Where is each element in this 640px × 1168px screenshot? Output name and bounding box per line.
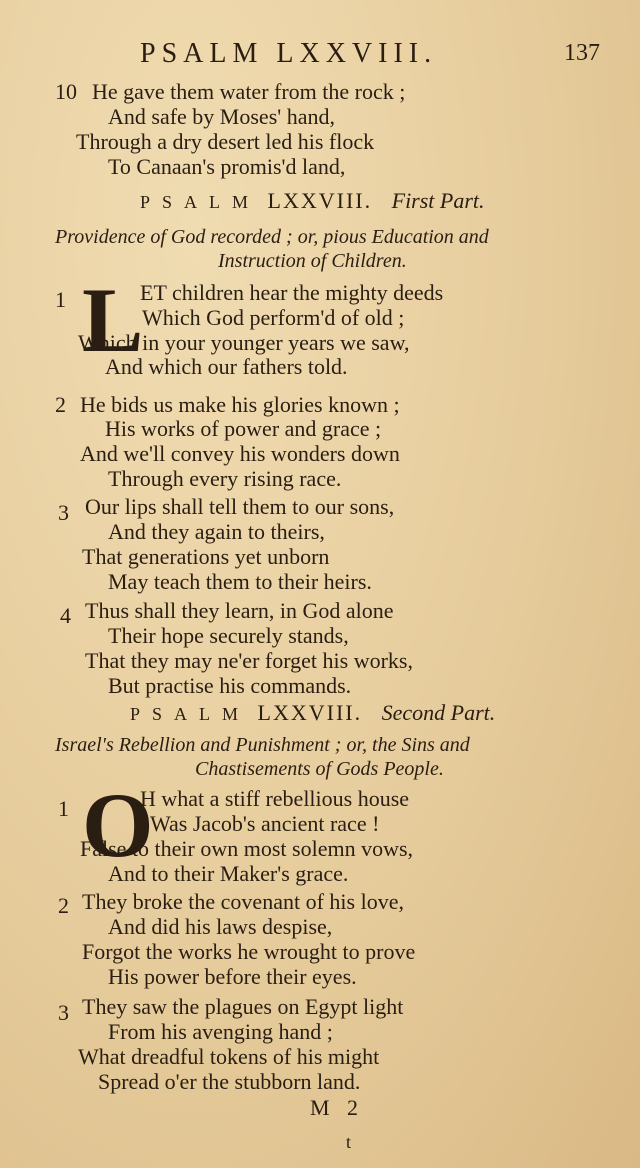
heading-number: LXXVIII. bbox=[267, 188, 373, 213]
verse-line: Through a dry desert led his flock bbox=[76, 129, 375, 154]
verse-line: Was Jacob's ancient race ! bbox=[150, 811, 380, 836]
verse-line: And to their Maker's grace. bbox=[108, 861, 349, 886]
heading-psalm: PSALM bbox=[140, 192, 261, 212]
section-subtitle: Chastisements of Gods People. bbox=[195, 758, 444, 780]
verse-line: They saw the plagues on Egypt light bbox=[82, 994, 404, 1019]
verse-line: That they may ne'er forget his works, bbox=[85, 648, 413, 673]
verse-line: False to their own most solemn vows, bbox=[80, 836, 414, 861]
verse-line: And which our fathers told. bbox=[105, 354, 348, 379]
verse-line: To Canaan's promis'd land, bbox=[108, 154, 346, 179]
verse-line: Forgot the works he wrought to prove bbox=[82, 939, 416, 964]
stanza-number: 2 bbox=[58, 893, 69, 918]
stanza-number: 10 bbox=[55, 79, 77, 104]
section-heading bbox=[140, 188, 485, 214]
heading-part: First Part. bbox=[391, 188, 485, 213]
verse-line: That generations yet unborn bbox=[82, 544, 330, 569]
drop-cap: O bbox=[82, 774, 154, 876]
verse-line: Through every rising race. bbox=[108, 466, 342, 491]
heading-psalm: PSALM bbox=[130, 704, 251, 724]
section-subtitle: Instruction of Children. bbox=[218, 250, 407, 272]
verse-line: Their hope securely stands, bbox=[108, 623, 349, 648]
section-subtitle: Israel's Rebellion and Punishment ; or, the Sins and bbox=[55, 734, 470, 756]
heading-part: Second Part. bbox=[381, 700, 496, 725]
verse-line: And they again to theirs, bbox=[108, 519, 325, 544]
section-subtitle: Providence of God recorded ; or, pious Education and bbox=[55, 226, 489, 248]
stanza-number: 1 bbox=[55, 287, 66, 312]
stanza-number: 1 bbox=[58, 796, 69, 821]
page-header bbox=[0, 38, 640, 72]
heading-number: LXXVIII. bbox=[257, 700, 363, 725]
verse-line: He gave them water from the rock ; bbox=[92, 79, 406, 104]
verse-line: ET children hear the mighty deeds bbox=[140, 280, 444, 305]
stanza-number: 3 bbox=[58, 1000, 69, 1025]
signature-mark: M 2 bbox=[310, 1095, 365, 1120]
verse-line: Our lips shall tell them to our sons, bbox=[85, 494, 395, 519]
verse-line: And we'll convey his wonders down bbox=[80, 441, 400, 466]
stanza-number: 4 bbox=[60, 603, 71, 628]
verse-line: And safe by Moses' hand, bbox=[108, 104, 335, 129]
verse-line: H what a stiff rebellious house bbox=[140, 786, 410, 811]
verse-line: Spread o'er the stubborn land. bbox=[98, 1069, 361, 1094]
verse-line: From his avenging hand ; bbox=[108, 1019, 333, 1044]
verse-line: His works of power and grace ; bbox=[105, 416, 382, 441]
verse-line: But practise his commands. bbox=[108, 673, 352, 698]
verse-line: May teach them to their heirs. bbox=[108, 569, 372, 594]
verse-line: Which God perform'd of old ; bbox=[142, 305, 405, 330]
stanza-number: 2 bbox=[55, 392, 66, 417]
section-heading bbox=[130, 700, 495, 726]
verse-line: What dreadful tokens of his might bbox=[78, 1044, 380, 1069]
page-number: 137 bbox=[564, 40, 600, 66]
verse-line: And did his laws despise, bbox=[108, 914, 333, 939]
running-title: PSALM LXXVIII. bbox=[140, 38, 438, 69]
stanza-number: 3 bbox=[58, 500, 69, 525]
drop-cap: L bbox=[82, 269, 144, 371]
verse-line: His power before their eyes. bbox=[108, 964, 357, 989]
verse-line: They broke the covenant of his love, bbox=[82, 889, 404, 914]
verse-line: Thus shall they learn, in God alone bbox=[85, 598, 394, 623]
footer-mark: t bbox=[346, 1132, 352, 1152]
verse-line: He bids us make his glories known ; bbox=[80, 392, 400, 417]
verse-line: Which in your younger years we saw, bbox=[78, 330, 410, 355]
